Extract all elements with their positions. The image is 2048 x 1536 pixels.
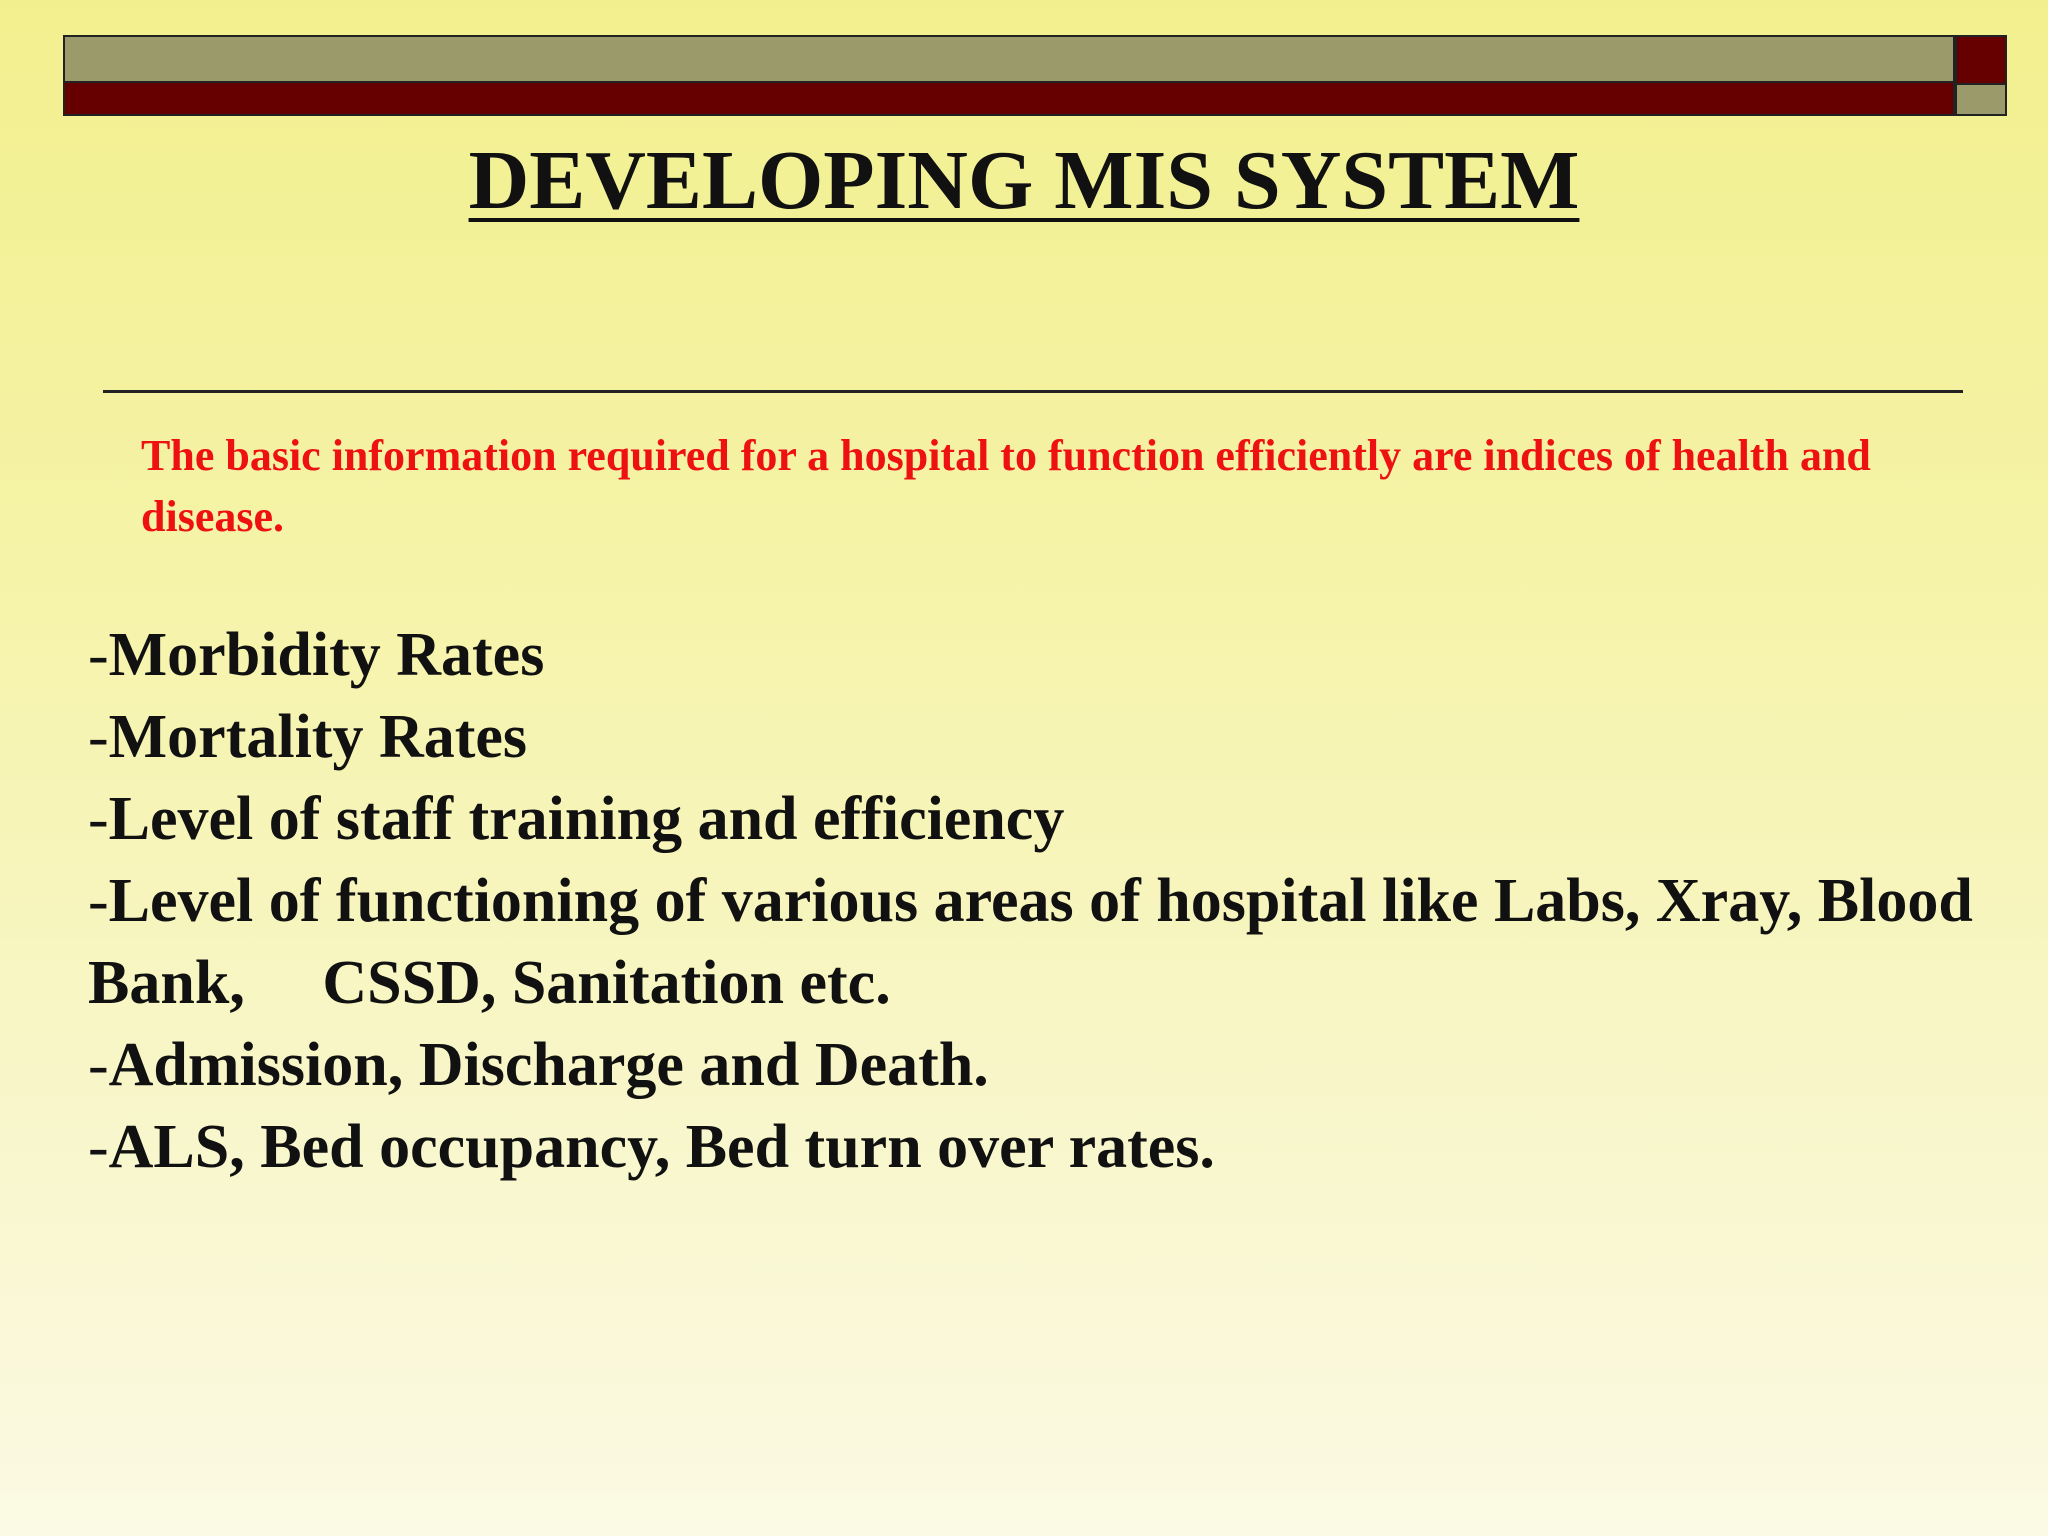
header-band-olive [63, 35, 1955, 83]
bullet-text: Level of staff training and efficiency [108, 785, 1065, 853]
header-corner-maroon [1955, 35, 2007, 85]
bullet-marker: - [88, 1031, 109, 1099]
bullet-item [88, 614, 2018, 696]
bullet-marker: - [88, 785, 109, 853]
bullet-text: Morbidity Rates [108, 621, 545, 689]
bullet-text: Level of functioning of various areas of hospital like Labs, Xray, Blood Bank, CSSD, Sanitation etc. [88, 867, 1989, 1017]
bullet-marker: - [88, 867, 109, 935]
bullet-marker: - [88, 621, 109, 689]
header-band-maroon [63, 83, 1955, 116]
bullet-text: Mortality Rates [108, 703, 528, 771]
horizontal-divider [103, 390, 1963, 393]
bullet-item [88, 1024, 2018, 1106]
bullet-marker: - [88, 703, 109, 771]
bullet-text: Admission, Discharge and Death. [108, 1031, 989, 1099]
bullet-list [88, 614, 2018, 1188]
bullet-marker: - [88, 1113, 109, 1181]
bullet-item [88, 1106, 2018, 1188]
intro-text: The basic information required for a hospital to function efficiently are indices of health and disease. [141, 431, 1871, 541]
bullet-item [88, 778, 2018, 860]
slide-title: DEVELOPING MIS SYSTEM [468, 134, 1580, 227]
bullet-item [88, 696, 2018, 778]
header-corner-olive [1955, 85, 2007, 116]
bullet-item [88, 860, 2018, 1024]
bullet-text: ALS, Bed occupancy, Bed turn over rates. [108, 1113, 1215, 1181]
